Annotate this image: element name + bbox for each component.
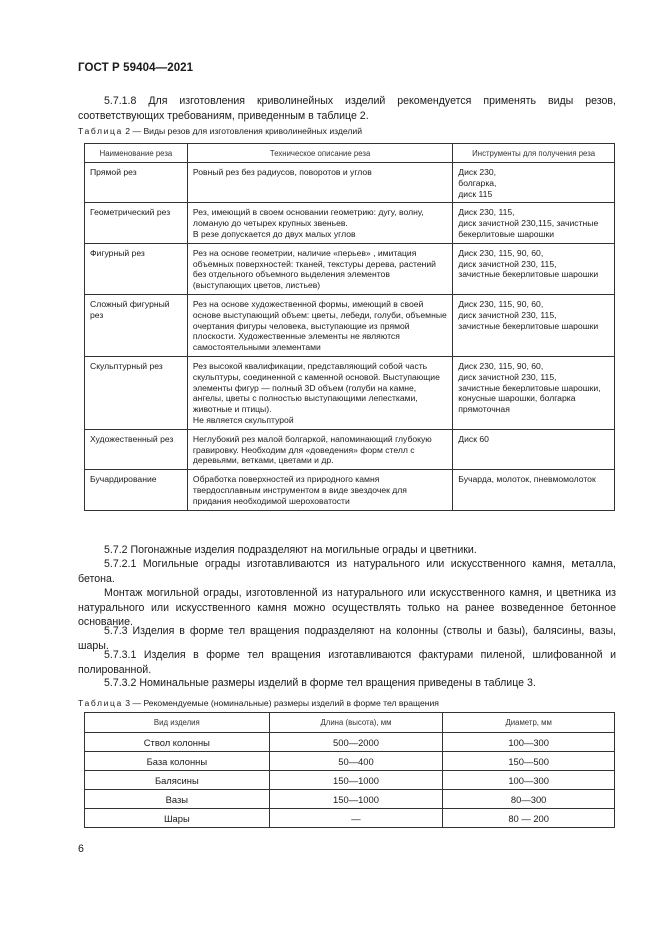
- table3-header-length: Длина (высота), мм: [269, 713, 443, 733]
- item-diameter-cell: 150—500: [443, 752, 615, 771]
- paragraph-5-7-2-1: 5.7.2.1 Могильные ограды изготавливаются из натурального или искусственного камня, металла, бетона.: [78, 558, 616, 585]
- table2-row: [85, 243, 615, 294]
- table2-caption-title: 2 — Виды резов для изготовления криволинейных изделий: [122, 126, 363, 136]
- table2-caption: [78, 126, 362, 136]
- table2-row: [85, 356, 615, 429]
- cut-tools-cell: Диск 230, 115, 90, 60, диск зачистной 230, 115, зачистные бекерлитовые шарошки: [453, 243, 615, 294]
- table-cut-types: [84, 143, 615, 511]
- cut-description-cell: Рез на основе геометрии, наличие «перьев» , имитация объемных поверхностей: тканей, текстуры дерева, растений без отдельного объемного выделения элементов (выступающих цветов, листьев): [187, 243, 452, 294]
- table3-row: [85, 771, 615, 790]
- cut-description-cell: Обработка поверхностей из природного камня твердосплавным инструментом в виде звездочек для придания необходимой шероховатости: [187, 470, 452, 510]
- cut-description-cell: Ровный рез без радиусов, поворотов и углов: [187, 163, 452, 203]
- table3-caption-title: 3 — Рекомендуемые (номинальные) размеры изделий в форме тел вращения: [122, 698, 439, 708]
- table2-row: [85, 429, 615, 469]
- paragraph-5-7-2: 5.7.2 Погонажные изделия подразделяют на могильные ограды и цветники.: [104, 544, 477, 556]
- table3-row: [85, 809, 615, 828]
- item-kind-cell: Шары: [85, 809, 270, 828]
- table2-row: [85, 203, 615, 243]
- item-kind-cell: Вазы: [85, 790, 270, 809]
- item-diameter-cell: 100—300: [443, 733, 615, 752]
- cut-tools-cell: Диск 230, 115, диск зачистной 230,115, зачистные бекерлитовые шарошки: [453, 203, 615, 243]
- table3-row: [85, 752, 615, 771]
- item-kind-cell: Балясины: [85, 771, 270, 790]
- table3-caption: [78, 698, 439, 708]
- item-length-cell: 50—400: [269, 752, 443, 771]
- table2-header-description: Техническое описание реза: [187, 144, 452, 163]
- page-number: 6: [78, 843, 84, 855]
- paragraph-5-7-3-2: 5.7.3.2 Номинальные размеры изделий в форме тел вращения приведены в таблице 3.: [104, 677, 536, 689]
- cut-tools-cell: Диск 230, 115, 90, 60, диск зачистной 230, 115, зачистные бекерлитовые шарошки, конусные шарошки, болгарка прямоточная: [453, 356, 615, 429]
- table3-header-diameter: Диаметр, мм: [443, 713, 615, 733]
- paragraph-5-7-3-1: 5.7.3.1 Изделия в форме тел вращения изготавливаются фактурами пиленой, шлифованной и полированной.: [78, 649, 616, 676]
- cut-tools-cell: Диск 230, 115, 90, 60, диск зачистной 230, 115, зачистные бекерлитовые шарошки: [453, 294, 615, 356]
- item-diameter-cell: 100—300: [443, 771, 615, 790]
- item-length-cell: 150—1000: [269, 771, 443, 790]
- table2-header-tools: Инструменты для получения реза: [453, 144, 615, 163]
- paragraph-5-7-3: 5.7.3 Изделия в форме тел вращения подразделяют на колонны (стволы и базы), балясины, вазы, шары.: [78, 625, 616, 652]
- cut-description-cell: Рез высокой квалификации, представляющий собой часть скульптуры, соединенной с каменной основой. Выступающие элементы фигур — полный 3D объем (голуби на камне, ангелы, цветы с полностью выступающими лепестками, животные и птицы). Не является скульптурой: [187, 356, 452, 429]
- table2-header-row: [85, 144, 615, 163]
- cut-name-cell: Художественный рез: [85, 429, 188, 469]
- item-length-cell: 500—2000: [269, 733, 443, 752]
- table2-header-name: Наименование реза: [85, 144, 188, 163]
- intro-paragraph: 5.7.1.8 Для изготовления криволинейных изделий рекомендуется применять виды резов, соответствующих требованиям, приведенным в таблице 2.: [78, 95, 616, 122]
- table3-row: [85, 790, 615, 809]
- cut-name-cell: Бучардирование: [85, 470, 188, 510]
- cut-tools-cell: Бучарда, молоток, пневмомолоток: [453, 470, 615, 510]
- item-diameter-cell: 80 — 200: [443, 809, 615, 828]
- item-kind-cell: База колонны: [85, 752, 270, 771]
- table2-row: [85, 163, 615, 203]
- item-diameter-cell: 80—300: [443, 790, 615, 809]
- item-length-cell: 150—1000: [269, 790, 443, 809]
- cut-description-cell: Рез, имеющий в своем основании геометрию: дугу, волну, ломаную до четырех крупных звеньев. В резе допускается до двух малых углов: [187, 203, 452, 243]
- cut-name-cell: Прямой рез: [85, 163, 188, 203]
- cut-tools-cell: Диск 230, болгарка, диск 115: [453, 163, 615, 203]
- table3-row: [85, 733, 615, 752]
- cut-tools-cell: Диск 60: [453, 429, 615, 469]
- table3-header-row: [85, 713, 615, 733]
- cut-name-cell: Скульптурный рез: [85, 356, 188, 429]
- cut-name-cell: Сложный фигурный рез: [85, 294, 188, 356]
- cut-description-cell: Рез на основе художественной формы, имеющий в своей основе выступающий объем: цветы, лебеди, голуби, объемные очертания фигуры человека, выступающие из прямой плоскости. Художественные элементы не являются самостоятельными элементами: [187, 294, 452, 356]
- table3-caption-prefix: Таблица: [78, 698, 123, 708]
- table3-header-kind: Вид изделия: [85, 713, 270, 733]
- item-length-cell: —: [269, 809, 443, 828]
- table2-row: [85, 294, 615, 356]
- cut-name-cell: Геометрический рез: [85, 203, 188, 243]
- cut-description-cell: Неглубокий рез малой болгаркой, напоминающий глубокую гравировку. Необходим для «доведения» форм стелл с деревьями, ветками, цветами и др.: [187, 429, 452, 469]
- table2-caption-prefix: Таблица: [78, 126, 123, 136]
- cut-name-cell: Фигурный рез: [85, 243, 188, 294]
- table2-row: [85, 470, 615, 510]
- item-kind-cell: Ствол колонны: [85, 733, 270, 752]
- table-rotation-sizes: [84, 712, 615, 828]
- standard-header: ГОСТ Р 59404—2021: [78, 62, 194, 74]
- paragraph-fence-mounting: Монтаж могильной ограды, изготовленной из натурального или искусственного камня, и цветника из натурального или искусственного камня можно осуществлять только на ранее возведенное бетонное основание.: [78, 587, 616, 629]
